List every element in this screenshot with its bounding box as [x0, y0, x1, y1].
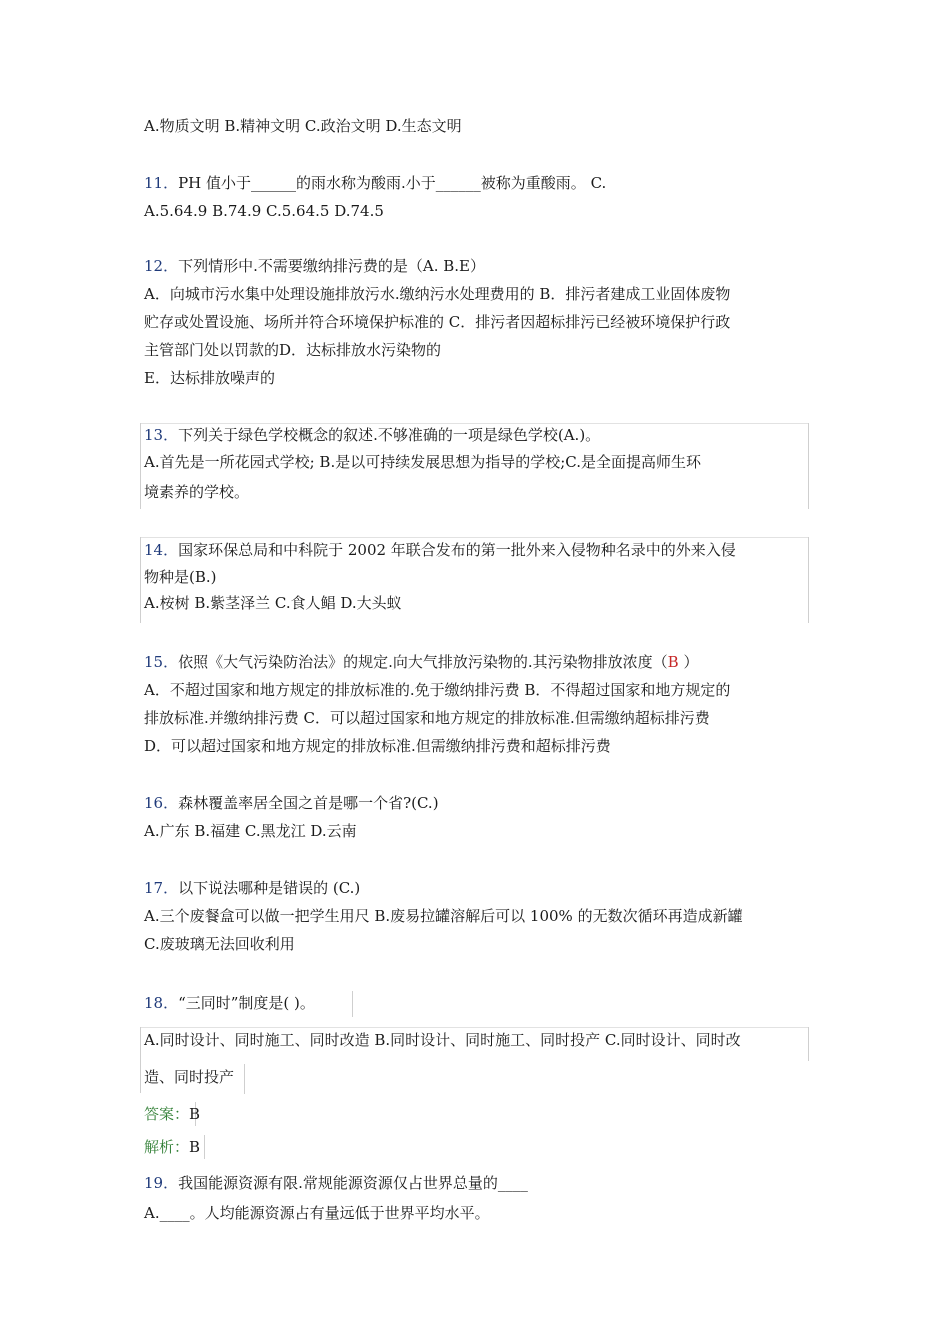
q16-number: 16．	[144, 794, 179, 812]
q18-line2-bar	[244, 1064, 245, 1094]
q17-line2: C.废玻璃无法回收利用	[144, 935, 295, 953]
q18-line1: A.同时设计、同时施工、同时改造 B.同时设计、同时施工、同时投产 C.同时设计、同时改	[144, 1031, 741, 1049]
q18-analysis-row	[144, 1137, 200, 1157]
q13-text: 下列关于绿色学校概念的叙述.不够准确的一项是绿色学校(A.)。	[178, 426, 601, 444]
q18-number: 18．	[144, 994, 179, 1012]
q18-text: “三同时”制度是( )。	[178, 994, 315, 1012]
q18-frame-right	[808, 1027, 809, 1061]
q14-line2: A.桉树 B.紫茎泽兰 C.食人鲳 D.大头蚁	[144, 594, 402, 612]
q19-stem	[144, 1173, 528, 1193]
q17-line1: A.三个废餐盒可以做一把学生用尺 B.废易拉罐溶解后可以 100% 的无数次循环再造成新罐	[144, 907, 743, 925]
analysis-value: B	[189, 1138, 201, 1156]
q12-number: 12．	[144, 257, 179, 275]
q14-text: 国家环保总局和中科院于 2002 年联合发布的第一批外来入侵物种名录中的外来入侵	[178, 541, 736, 559]
q18-frame-top	[140, 1027, 808, 1028]
q15-text-b: ）	[678, 653, 699, 671]
q11-number: 11．	[144, 174, 179, 192]
q12-stem	[144, 256, 485, 276]
analysis-label: 解析：	[144, 1138, 190, 1156]
q13-line1: A.首先是一所花园式学校; B.是以可持续发展思想为指导的学校;C.是全面提高师生环	[144, 453, 701, 471]
q11-options: A.5.64.9 B.74.9 C.5.64.5 D.74.5	[144, 202, 384, 220]
q14-stem	[144, 540, 736, 560]
q15-answer: B	[667, 653, 679, 671]
q12-text: 下列情形中.不需要缴纳排污费的是（A. B.E）	[178, 257, 485, 275]
q12-line3: 主管部门处以罚款的D．达标排放水污染物的	[144, 341, 442, 359]
q15-text-a: 依照《大气污染防治法》的规定.向大气排放污染物的.其污染物排放浓度（	[178, 653, 668, 671]
q16-stem	[144, 793, 439, 813]
q12-line1: A．向城市污水集中处理设施排放污水.缴纳污水处理费用的 B．排污者建成工业固体废物	[144, 285, 731, 303]
q15-line3: D．可以超过国家和地方规定的排放标准.但需缴纳排污费和超标排污费	[144, 737, 611, 755]
q17-number: 17．	[144, 879, 179, 897]
q17-text: 以下说法哪种是错误的 (C.)	[178, 879, 361, 897]
q18-stem-bar	[352, 991, 353, 1017]
q18-analysis-bar	[204, 1135, 205, 1159]
q18-line2: 造、同时投产	[144, 1068, 235, 1086]
q13-frame-right	[808, 423, 809, 509]
q13-stem	[144, 425, 600, 445]
q18-frame-left	[140, 1027, 141, 1093]
answer-value: B	[189, 1105, 201, 1123]
q11-stem	[144, 173, 606, 193]
q14-frame-left	[140, 537, 141, 623]
q12-line4: E．达标排放噪声的	[144, 369, 275, 387]
q15-stem	[144, 652, 698, 672]
q16-line1: A.广东 B.福建 C.黑龙江 D.云南	[144, 822, 357, 840]
q14-number: 14．	[144, 541, 179, 559]
q13-frame-left	[140, 423, 141, 509]
q14-line1: 物种是(B.)	[144, 568, 217, 586]
q11-text: PH 值小于______的雨水称为酸雨.小于______被称为重酸雨。 C.	[178, 174, 607, 192]
q10-options: A.物质文明 B.精神文明 C.政治文明 D.生态文明	[144, 117, 462, 135]
q16-text: 森林覆盖率居全国之首是哪一个省?(C.)	[178, 794, 439, 812]
q13-frame-top	[140, 423, 808, 424]
q18-answer-row	[144, 1104, 200, 1124]
q17-stem	[144, 878, 360, 898]
q14-frame-top	[140, 537, 808, 538]
q19-line1: A.____。人均能源资源占有量远低于世界平均水平。	[144, 1204, 490, 1222]
answer-label: 答案：	[144, 1105, 190, 1123]
q15-line1: A．不超过国家和地方规定的排放标准的.免于缴纳排污费 B．不得超过国家和地方规定的	[144, 681, 731, 699]
q19-text: 我国能源资源有限.常规能源资源仅占世界总量的____	[178, 1174, 528, 1192]
q12-line2: 贮存或处置设施、场所并符合环境保护标准的 C．排污者因超标排污已经被环境保护行政	[144, 313, 731, 331]
q15-number: 15．	[144, 653, 179, 671]
q19-number: 19．	[144, 1174, 179, 1192]
q13-line2: 境素养的学校。	[144, 483, 250, 501]
q13-number: 13．	[144, 426, 179, 444]
q18-stem	[144, 993, 315, 1013]
q15-line2: 排放标准.并缴纳排污费 C．可以超过国家和地方规定的排放标准.但需缴纳超标排污费	[144, 709, 710, 727]
q14-frame-right	[808, 537, 809, 623]
